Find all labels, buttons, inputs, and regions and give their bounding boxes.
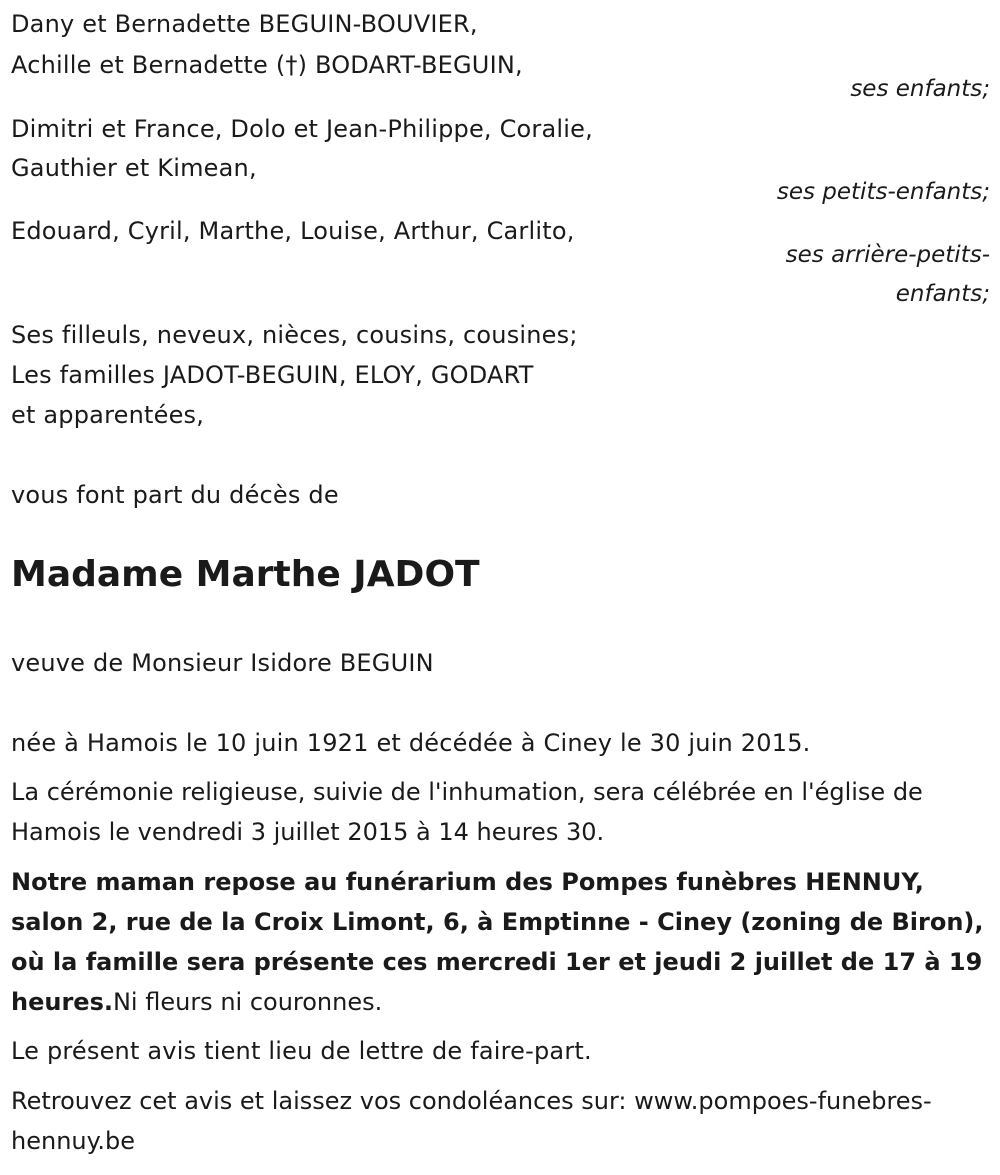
- others-line-3: et apparentées,: [11, 401, 205, 429]
- others-line-1: Ses filleuls, neveux, nièces, cousins, cousines;: [11, 321, 578, 349]
- great-grandchildren-role-1: ses arrière-petits-: [785, 242, 990, 268]
- intro-text: vous font part du décès de: [11, 481, 339, 509]
- widow-of: veuve de Monsieur Isidore BEGUIN: [11, 649, 434, 677]
- funerarium-paragraph: [11, 862, 991, 1022]
- children-line-1: Dany et Bernadette BEGUIN-BOUVIER,: [11, 10, 478, 38]
- no-flowers-text: Ni fleurs ni couronnes.: [112, 988, 383, 1016]
- children-role: ses enfants;: [850, 76, 990, 102]
- condolences-prefix: Retrouvez cet avis et laissez vos condoléances sur:: [11, 1087, 635, 1115]
- birth-death: née à Hamois le 10 juin 1921 et décédée à Ciney le 30 juin 2015.: [11, 729, 811, 757]
- notice-text: Le présent avis tient lieu de lettre de faire-part.: [11, 1037, 592, 1065]
- condolences-paragraph: [11, 1081, 991, 1161]
- grandchildren-role: ses petits-enfants;: [776, 179, 990, 205]
- ceremony-text: La cérémonie religieuse, suivie de l'inhumation, sera célébrée en l'église de Hamois le vendredi 3 juillet 2015 à 14 heures 30.: [11, 778, 923, 846]
- condolences-link[interactable]: www.pompoes-funebres-hennuy.be: [11, 1087, 932, 1155]
- grandchildren-line-1: Dimitri et France, Dolo et Jean-Philippe, Coralie,: [11, 115, 593, 143]
- deceased-name: Madame Marthe JADOT: [11, 554, 480, 595]
- children-line-2: Achille et Bernadette (†) BODART-BEGUIN,: [11, 51, 523, 79]
- great-grandchildren-role-2: enfants;: [895, 281, 990, 307]
- grandchildren-line-2: Gauthier et Kimean,: [11, 154, 257, 182]
- funerarium-text: Notre maman repose au funérarium des Pompes funèbres HENNUY, salon 2, rue de la Croix Limont, 6, à Emptinne - Ciney (zoning de Biron), où la famille sera présente ces mercredi 1er et jeudi 2 juillet de 17 à 19 heures.: [11, 868, 984, 1016]
- great-grandchildren-line: Edouard, Cyril, Marthe, Louise, Arthur, Carlito,: [11, 217, 575, 245]
- others-line-2: Les familles JADOT-BEGUIN, ELOY, GODART: [11, 361, 534, 389]
